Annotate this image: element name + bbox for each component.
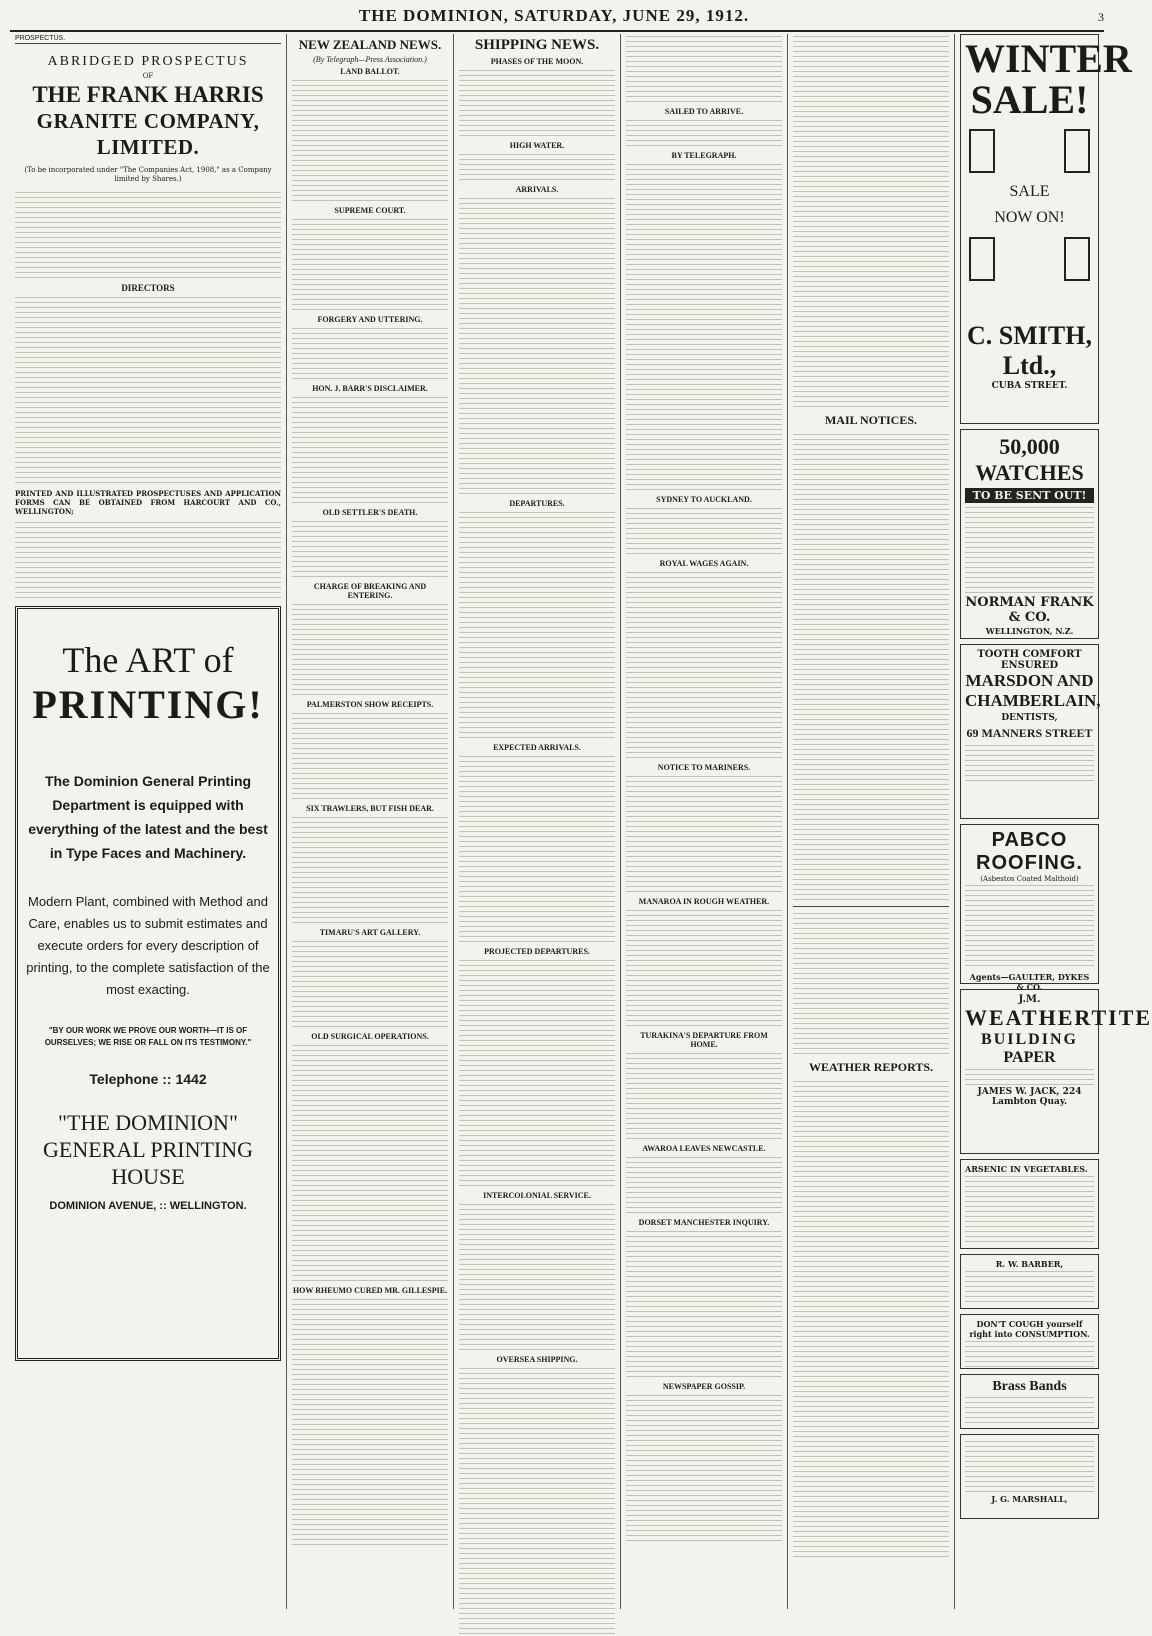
article-body — [626, 1051, 782, 1141]
weathertite-ad — [960, 989, 1152, 1154]
pabco-body — [965, 883, 1094, 968]
watches-headline: 50,000 WATCHES — [975, 434, 1084, 485]
dentist-ad — [960, 644, 1099, 819]
article-body — [292, 519, 448, 579]
weather-heading: WEATHER REPORTS. — [808, 1060, 934, 1074]
shipping-heading: SHIPPING NEWS. — [474, 37, 600, 53]
printing-ad-line1: The ART of — [62, 640, 234, 680]
printing-ad-line3: The Dominion General Printing Department is equipped with everything of the latest and the best in Type Faces and Machinery. — [28, 773, 268, 861]
watches-body — [965, 505, 1094, 595]
article-body — [459, 68, 615, 138]
article-body — [626, 1155, 782, 1215]
winter-sale-ad — [960, 34, 1132, 424]
winter-sale-line1: WINTER — [965, 36, 1132, 81]
section-heading: ARRIVALS. — [515, 185, 559, 194]
section-heading: DORSET MANCHESTER INQUIRY. — [638, 1218, 770, 1227]
section-heading: PHASES OF THE MOON. — [490, 57, 584, 66]
dentist-body — [965, 743, 1094, 783]
mail-notices-heading: MAIL NOTICES. — [824, 413, 918, 427]
prospectus-note: (To be incorporated under "The Companies Act, 1908," as a Company limited by Shares.) — [24, 166, 272, 183]
section-heading: HON. J. BARR'S DISCLAIMER. — [312, 384, 428, 393]
section-heading: OVERSEA SHIPPING. — [496, 1355, 578, 1364]
brass-bands-ad — [960, 1374, 1099, 1429]
printing-ad-motto: "BY OUR WORK WE PROVE OUR WORTH—IT IS OF OURSELVES; WE RISE OR FALL ON ITS TESTIMONY." — [44, 1026, 252, 1047]
barber-body — [965, 1269, 1094, 1305]
weathertite-brand: J.M. — [1018, 994, 1041, 1005]
arsenic-headline: ARSENIC IN VEGETABLES. — [965, 1164, 1088, 1174]
article-body — [626, 1229, 782, 1379]
article-body — [626, 162, 782, 492]
printing-ad-line4: Modern Plant, combined with Method and Care, enables us to submit estimates and execute orders for every description of printing, to the complete satisfaction of the most exacting. — [26, 894, 270, 997]
article-body — [292, 78, 448, 203]
column-mail-weather — [788, 34, 955, 1609]
marshall-ad — [960, 1434, 1099, 1519]
brass-bands-headline: Brass Bands — [992, 1379, 1067, 1394]
watches-ad — [960, 429, 1099, 639]
weathertite-name: WEATHERTITE — [965, 1005, 1152, 1030]
article-body — [459, 754, 615, 944]
article-body — [292, 602, 448, 697]
winter-sale-line2: SALE! — [970, 77, 1089, 122]
section-heading: TURAKINA'S DEPARTURE FROM HOME. — [640, 1031, 768, 1049]
article-body — [459, 958, 615, 1188]
divider — [793, 906, 949, 907]
prospectus-label: PROSPECTUS. — [15, 34, 281, 44]
arsenic-ad — [960, 1159, 1099, 1249]
article-body — [292, 939, 448, 1029]
article-body — [292, 711, 448, 801]
norman-frank-city: WELLINGTON, N.Z. — [985, 626, 1074, 636]
article-body — [626, 118, 782, 148]
consumption-body — [965, 1339, 1094, 1367]
nz-news-sub: (By Telegraph—Press Association.) — [313, 55, 427, 64]
article-body — [459, 152, 615, 182]
masthead-title: THE DOMINION, SATURDAY, JUNE 29, 1912. — [358, 6, 750, 25]
article-body — [626, 506, 782, 556]
column-ads — [955, 34, 1152, 1609]
section-heading: SAILED TO ARRIVE. — [664, 107, 744, 116]
section-heading: OLD SURGICAL OPERATIONS. — [311, 1032, 429, 1041]
box-left — [969, 237, 995, 281]
section-heading: EXPECTED ARRIVALS. — [493, 743, 581, 752]
section-heading: ROYAL WAGES AGAIN. — [659, 559, 749, 568]
column-shipping — [454, 34, 621, 1609]
section-heading: DEPARTURES. — [509, 499, 565, 508]
sale-boxes — [969, 129, 1090, 173]
section-heading: AWAROA LEAVES NEWCASTLE. — [642, 1144, 766, 1153]
norman-frank: NORMAN FRANK & CO. — [965, 595, 1094, 625]
section-heading: BY TELEGRAPH. — [671, 151, 737, 160]
dentist-name: MARSDON AND CHAMBERLAIN, — [965, 671, 1101, 710]
column-nz-news — [287, 34, 454, 1609]
c-smith-street: CUBA STREET. — [991, 381, 1068, 391]
article-body — [292, 1297, 448, 1547]
company-name-2: GRANITE COMPANY, LIMITED. — [36, 109, 260, 159]
box-left — [969, 129, 995, 173]
section-heading: SUPREME COURT. — [334, 206, 406, 215]
printing-ad-line2: PRINTING! — [32, 682, 264, 727]
prospectus-of: OF — [142, 72, 154, 80]
section-heading: INTERCOLONIAL SERVICE. — [483, 1191, 591, 1200]
pabco-ad — [960, 824, 1099, 992]
article-body — [459, 510, 615, 740]
section-heading: PROJECTED DEPARTURES. — [484, 947, 590, 956]
columns — [10, 34, 1152, 1609]
marshall-name: J. G. MARSHALL, — [991, 1494, 1068, 1504]
barber-name: R. W. BARBER, — [995, 1259, 1064, 1269]
mail-notices-body — [793, 432, 949, 902]
brass-bands-body — [965, 1395, 1094, 1425]
weathertite-building: BUILDING — [981, 1031, 1078, 1048]
weather-body — [793, 1079, 949, 1559]
article-body — [459, 196, 615, 496]
section-heading: NOTICE TO MARINERS. — [657, 763, 751, 772]
directors-heading: DIRECTORS — [121, 283, 175, 293]
article-body — [793, 911, 949, 1056]
barber-ad — [960, 1254, 1099, 1309]
article-body — [292, 1043, 448, 1283]
section-heading: PALMERSTON SHOW RECEIPTS. — [306, 700, 434, 709]
printing-ad-telephone: Telephone :: 1442 — [89, 1071, 207, 1087]
prospectus-details — [15, 295, 281, 485]
article-body — [626, 908, 782, 1028]
section-heading: HIGH WATER. — [509, 141, 565, 150]
masthead — [10, 6, 1104, 32]
article-body — [292, 815, 448, 925]
pabco-agents: Agents—GAULTER, DYKES & CO. — [969, 972, 1090, 992]
prospectus-body — [15, 190, 281, 280]
pabco-sub: (Asbestos Coated Malthoid) — [980, 875, 1079, 883]
printing-ad — [15, 606, 281, 1361]
printing-ad-address: DOMINION AVENUE, :: WELLINGTON. — [49, 1200, 247, 1212]
watches-sub: TO BE SENT OUT! — [965, 488, 1094, 503]
marshall-body — [965, 1439, 1094, 1494]
section-heading: OLD SETTLER'S DEATH. — [322, 508, 418, 517]
nz-news-heading: NEW ZEALAND NEWS. — [298, 37, 442, 52]
sale-now-line1: SALE — [1009, 183, 1050, 200]
article-body — [626, 774, 782, 894]
section-heading: NEWSPAPER GOSSIP. — [662, 1382, 746, 1391]
article-body — [459, 1202, 615, 1352]
c-smith-name: C. SMITH, Ltd., — [967, 321, 1092, 380]
article-body — [626, 570, 782, 760]
article-body — [292, 326, 448, 381]
box-right — [1064, 237, 1090, 281]
weathertite-body — [965, 1067, 1094, 1087]
dentist-headline: TOOTH COMFORT ENSURED — [977, 649, 1082, 671]
page-number: 3 — [1097, 10, 1104, 24]
section-heading: HOW RHEUMO CURED MR. GILLESPIE. — [292, 1286, 448, 1295]
article-body — [793, 34, 949, 409]
article-body — [626, 1393, 782, 1543]
consumption-ad — [960, 1314, 1099, 1369]
printing-ad-house: "THE DOMINION" GENERAL PRINTING HOUSE — [43, 1110, 253, 1189]
section-heading: CHARGE OF BREAKING AND ENTERING. — [313, 582, 427, 600]
column-shipping-2 — [621, 34, 788, 1609]
printed-notice: PRINTED AND ILLUSTRATED PROSPECTUSES AND APPLICATION FORMS CAN BE OBTAINED FROM HARCOURT AND CO., WELLINGTON; — [15, 489, 281, 516]
prospectus-agents — [15, 520, 281, 600]
sale-now-line2: NOW ON! — [994, 209, 1065, 226]
weathertite-dealer: JAMES W. JACK, 224 Lambton Quay. — [977, 1087, 1082, 1107]
consumption-headline: DON'T COUGH yourself right into CONSUMPTION. — [969, 1319, 1090, 1339]
dentist-address: 69 MANNERS STREET — [966, 726, 1093, 740]
sale-boxes-2 — [969, 237, 1090, 281]
section-heading: LAND BALLOT. — [340, 67, 400, 76]
article-body — [626, 34, 782, 104]
section-heading: SYDNEY TO AUCKLAND. — [656, 495, 752, 504]
column-prospectus — [10, 34, 287, 1609]
prospectus-title: ABRIDGED PROSPECTUS — [47, 54, 249, 69]
company-name: THE FRANK HARRIS — [32, 82, 264, 107]
article-body — [292, 217, 448, 312]
box-right — [1064, 129, 1090, 173]
section-heading: TIMARU'S ART GALLERY. — [319, 928, 421, 937]
section-heading: SIX TRAWLERS, BUT FISH DEAR. — [306, 804, 434, 813]
dentist-title: DENTISTS, — [1001, 713, 1058, 723]
section-heading: MANAROA IN ROUGH WEATHER. — [638, 897, 770, 906]
arsenic-body — [965, 1174, 1094, 1244]
article-body — [292, 395, 448, 505]
pabco-headline: PABCO ROOFING. — [976, 829, 1083, 874]
section-heading: FORGERY AND UTTERING. — [317, 315, 423, 324]
weathertite-paper: PAPER — [1003, 1049, 1056, 1066]
article-body — [459, 1366, 615, 1636]
